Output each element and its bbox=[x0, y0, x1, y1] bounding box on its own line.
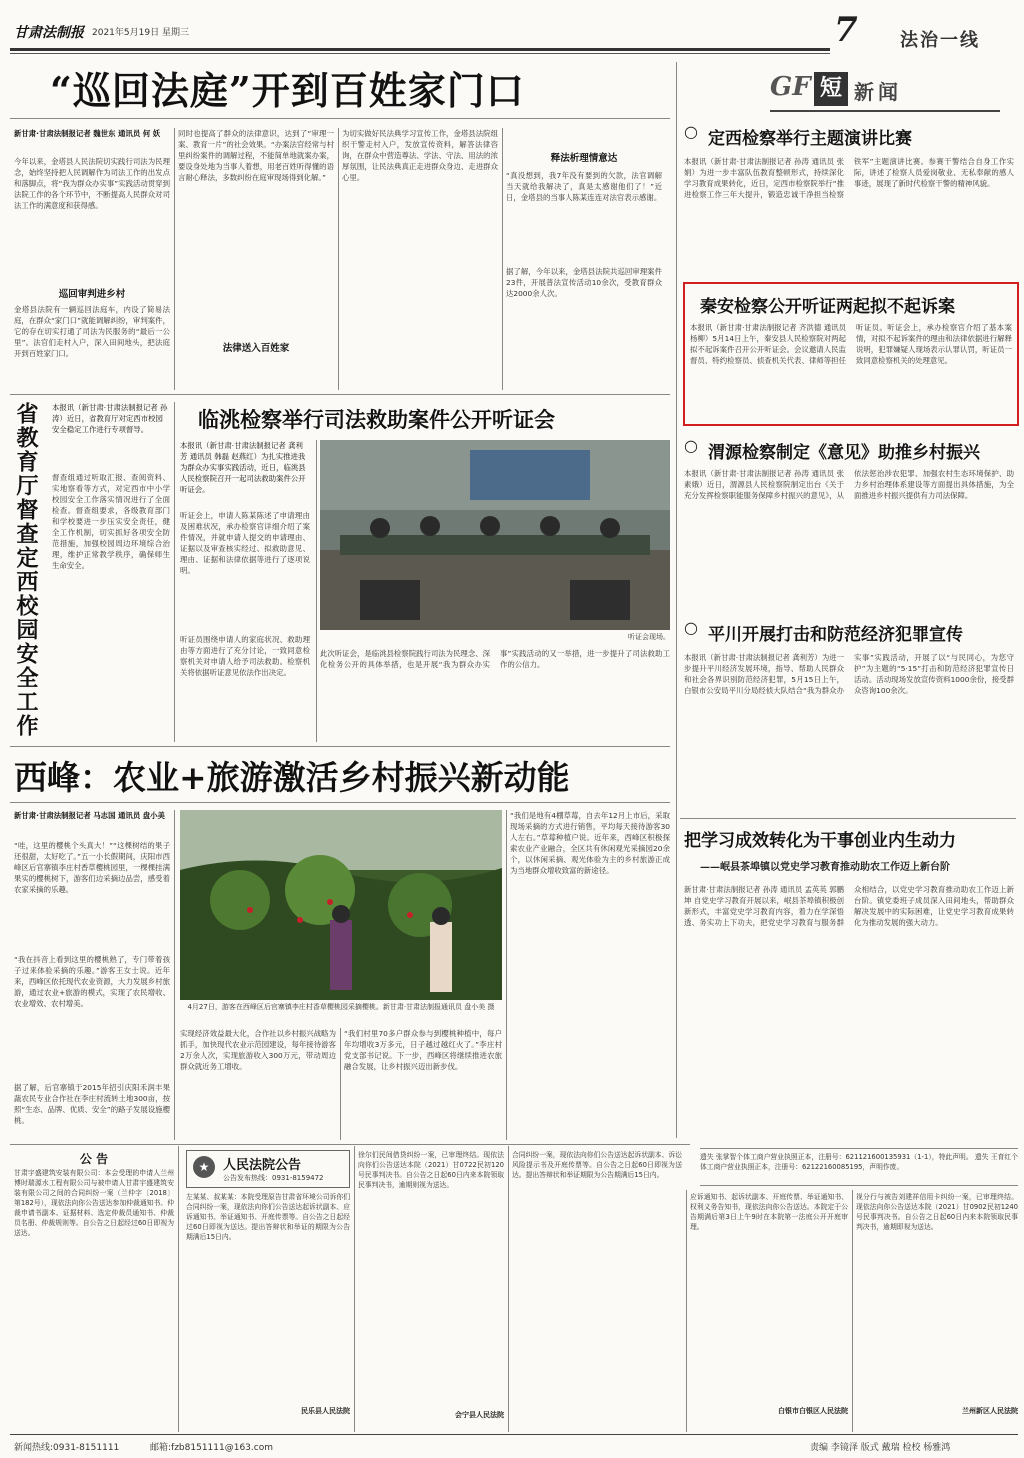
news1-title: 定西检察举行主题演讲比赛 bbox=[708, 129, 912, 149]
court-col-5: 视分行与被告刘建祥信用卡纠纷一案，已审理终结。现依法向你公告送达本院（2021）甘0902民初1240号民事判决书。自公告之日起60日内来本院领取民事判决书，逾期即视为送达。 bbox=[856, 1193, 1018, 1231]
main-col-divider-2 bbox=[338, 128, 339, 390]
news4-title: 平川开展打击和防范经济犯罪宣传 bbox=[708, 625, 963, 645]
footer-phone: 新闻热线:0931-8151111 bbox=[14, 1443, 120, 1453]
main-body-6: 据了解，今年以来，金塔县法院共巡回审理案件23件，开展普法宣传活动10余次，受教育群众达2000余人次。 bbox=[506, 267, 662, 298]
court-sign-3: 白银市白银区人民法院 bbox=[778, 1407, 848, 1415]
court-divider-2 bbox=[508, 1146, 509, 1432]
news4-bottom-rule bbox=[680, 818, 1016, 819]
xifeng-col-divider-3 bbox=[506, 810, 507, 1140]
main-article-title: “巡回法庭”开到百姓家门口 bbox=[50, 68, 525, 113]
header-rule bbox=[10, 48, 830, 51]
lintao-byline: 本报讯（新甘肃·甘肃法制报记者 龚利芳 通讯员 韩磊 赵燕红）为扎实推进我为群众办实事实践活动，近日，临洮县人民检察院召开一起司法救助案件公开听证会。 bbox=[180, 441, 306, 494]
education-body: 督查组通过听取汇报、查阅资料、实地察看等方式，对定西市中小学校园安全工作落实情况进行了全面检查。督查组要求，各级教育部门和学校要进一步压实安全责任，健全工作机制，切实抓好各项安全防范措施，加强校园周边环境综合治理，维护正常教学秩序，确保师生生命安全。 bbox=[52, 473, 170, 570]
logo-word-short: 短 bbox=[814, 72, 848, 106]
xifeng-byline: 新甘肃·甘肃法制报记者 马志国 通讯员 盘小美 bbox=[14, 811, 165, 820]
lintao-body-1: 听证会上，申请人陈某陈述了申请理由及困难状况，承办检察官详细介绍了案件情况，并就申请人提交的申请理由、证据以及审查核实经过、拟救助意见、理由、证据和法律依据等进行了逐项说明。 bbox=[180, 511, 310, 575]
news3-body: 本报讯（新甘肃·甘肃法制报记者 孙涛 通讯员 张素娥）近日，渭源县人民检察院制定出台《关于充分发挥检察职能服务保障乡村振兴的意见》，从依法惩治涉农犯罪、加强农村生态环境保护、助力乡村治理体系建设等方面提出具体措施，为全面推进乡村振兴提供有力司法保障。 bbox=[684, 469, 1014, 500]
xifeng-cherry-photo bbox=[180, 810, 502, 1000]
news1-bullet: ○ bbox=[684, 122, 698, 141]
lintao-col-divider bbox=[316, 440, 317, 742]
xifeng-body-5: “我们村里70多户群众参与到樱桃种植中，每户年均增收3万多元，日子越过越红火了。”李庄村党支部书记说。下一步，西峰区将继续推进农旅融合发展，让乡村振兴迈出新步伐。 bbox=[344, 1029, 502, 1071]
footer-editor: 责编 李镜泽 版式 戴瑞 检校 杨雅鸿 bbox=[810, 1443, 951, 1453]
lintao-photo-graphic bbox=[320, 440, 670, 630]
court-col-2: 徐尔们民间借贷纠纷一案，已审理终结。现依法向你们公告送达本院（2021）甘0722民初120号民事判决书。自公告之日起60日内来本院领取民事判决书，逾期则视为送达。 bbox=[358, 1151, 504, 1189]
main-subhead-3: 释法析理情意达 bbox=[550, 153, 618, 164]
news4-body: 本报讯（新甘肃·甘肃法制报记者 龚利芳）为进一步提升平川经济发展环境，指导、帮助人民群众和社会各界识别防范经济犯罪，5月15日上午，白银市公安局平川分局经侦大队结合“我为群众办实事”实践活动，开展了以“与民同心，为您守护”为主题的“5·15”打击和防范经济犯罪宣传日活动。活动现场发放宣传资料1000余份，接受群众咨询100余次。 bbox=[684, 653, 1014, 695]
xifeng-body-2: “我在抖音上看到这里的樱桃熟了，专门带着孩子过来体验采摘的乐趣。”游客王女士说。近年来，西峰区依托现代农业资源，大力发展乡村旅游，通过农业+旅游的模式，实现了农民增收、农业增效、农村增美。 bbox=[14, 955, 170, 1008]
right-column-divider bbox=[676, 62, 677, 1138]
court-notice-phone: 公告发布热线：0931-8159472 bbox=[223, 1174, 324, 1182]
main-col-divider-1 bbox=[174, 128, 175, 390]
page-number: 7 bbox=[834, 10, 858, 50]
lintao-photo-caption: 听证会现场。 bbox=[628, 633, 670, 641]
court-divider-4 bbox=[852, 1190, 853, 1432]
issue-weekday: 星期三 bbox=[162, 28, 190, 38]
main-body-2: 金塔县法院有一辆巡回法庭车，内设了简易法庭，在群众“家门口”就能调解纠纷，审判案件，它的存在切实打通了司法为民服务的“最后一公里”。法官们走村入户，深入田间地头，把法庭开到百姓家门口。 bbox=[14, 305, 170, 358]
xifeng-body-3: 据了解，后官寨镇于2015年招引庆阳禾润丰果蔬农民专业合作社在李庄村流转土地300亩，按照“生态、品牌、优质、安全”的路子发展设施樱桃。 bbox=[14, 1083, 170, 1125]
gonggao-divider bbox=[178, 1146, 179, 1432]
issue-date: 2021年5月19日 bbox=[92, 28, 160, 38]
logo-underline bbox=[770, 110, 1000, 112]
news5-title: 把学习成效转化为干事创业内生动力 bbox=[684, 831, 956, 851]
main-subhead-1: 巡回审判进乡村 bbox=[58, 289, 126, 300]
paper-name: 甘肃法制报 bbox=[14, 25, 84, 41]
short-news-logo bbox=[770, 68, 920, 114]
logo-word-news: 新闻 bbox=[854, 80, 902, 104]
main-col-divider-3 bbox=[502, 128, 503, 390]
court-sign-1: 民乐县人民法院 bbox=[301, 1407, 350, 1415]
education-byline: 本报讯（新甘肃·甘肃法制报记者 孙涛）近日，省教育厅对定西市校园安全稳定工作进行专项督导。 bbox=[52, 403, 168, 434]
lintao-hearing-photo bbox=[320, 440, 670, 630]
news1-body: 本报讯（新甘肃·甘肃法制报记者 孙涛 通讯员 张娟）为进一步丰富队伍教育整顿形式，持续深化学习教育成果转化，近日，定西市检察院举行“推进检察工作三年大提升，锻造忠诚干净担当检察铁军”主题演讲比赛。参赛干警结合自身工作实际，讲述了检察人员爱岗敬业、无私奉献的感人事迹，展现了新时代检察干警的精神风貌。 bbox=[684, 157, 1014, 199]
news4-bullet: ○ bbox=[684, 618, 698, 637]
court-col-3: 合同纠纷一案，现依法向你们公告送达起诉状副本、诉讼风险提示书及开庭传票等。自公告之日起60日即视为送达。提出答辩状和举证期限为公告期满后15日内。 bbox=[512, 1151, 682, 1179]
notices-top-rule bbox=[10, 1144, 690, 1145]
xifeng-body-6: “我们是地有4棚草莓，自去年12月上市后，采取现场采摘的方式进行销售，平均每天接待游客30人左右。”草莓种植户说。近年来，西峰区积极探索农业产业融合，全区共有休闲观光采摘园20余个，以休闲采摘、观光体验为主的乡村旅游正成为当地群众增收致富的新途径。 bbox=[510, 811, 670, 875]
education-title: 省教育厅督查定西校园安全工作 bbox=[13, 402, 39, 738]
page-header bbox=[0, 0, 1024, 58]
xifeng-title: 西峰：农业+旅游激活乡村振兴新动能 bbox=[14, 758, 570, 797]
xifeng-col-divider bbox=[174, 810, 175, 1140]
section-name: 法治一线 bbox=[900, 30, 980, 51]
court-divider-1 bbox=[354, 1146, 355, 1432]
footer-rule bbox=[10, 1434, 1018, 1435]
xifeng-photo-caption: 4月27日，游客在西峰区后官寨镇李庄村香草樱桃园采摘樱桃。新甘肃·甘肃法制报通讯员 盘小美 摄 bbox=[187, 1003, 495, 1011]
lost-notice: 遗失 张掌智个体工商户营业执照正本，注册号：621121600135931（1-1），特此声明。 遗失 王育红个体工商户营业执照正本，注册号：62122160085195，声明作废。 bbox=[700, 1148, 1018, 1186]
main-bottom-rule bbox=[10, 394, 670, 395]
main-body-1: 今年以来，金塔县人民法院切实践行司法为民理念，始终坚持把人民调解作为司法工作的出发点和落脚点，将“我为群众办实事”实践活动贯穿到法院工作的各个环节中，不断提高人民群众对司法工作的满意度和获得感。 bbox=[14, 157, 170, 210]
main-body-4: 为切实做好民法典学习宣传工作，金塔县法院组织干警走村入户，发放宣传资料，解答法律咨询，在群众中营造尊法、学法、守法、用法的浓厚氛围，让民法典真正走进群众身边、走进群众心里。 bbox=[342, 129, 498, 182]
court-col-4: 应诉通知书、起诉状副本、开庭传票、举证通知书、权利义务告知书，现依法向你公告送达。本院定于公告期满后第3日上午9时在本院第一法庭公开开庭审理。 bbox=[690, 1193, 848, 1231]
lintao-bottom-rule bbox=[10, 746, 670, 747]
xifeng-title-rule bbox=[10, 802, 670, 803]
xifeng-photo-graphic bbox=[180, 810, 502, 1000]
education-divider bbox=[174, 402, 175, 742]
gonggao-title: 公 告 bbox=[79, 1152, 109, 1166]
main-body-3: 同时也提高了群众的法律意识，达到了“审理一案、教育一片”的社会效果。“办案法官经常与村里纠纷案件的调解过程，不能简单地就案办案，要设身处地为当事人着想，用老百姓听得懂的语言耐心释法，多数纠纷在庭审现场得到化解。” bbox=[178, 129, 334, 182]
lintao-body-3: 此次听证会，是临洮县检察院践行司法为民理念、深化检务公开的具体举措，也是开展“我为群众办实事”实践活动的又一举措，进一步提升了司法救助工作的公信力。 bbox=[320, 649, 670, 669]
court-divider-3 bbox=[686, 1190, 687, 1432]
lintao-body-2: 听证员围绕申请人的家庭状况、救助理由等方面进行了充分讨论，一致同意检察机关对申请人给予司法救助。检察机关将依据听证意见依法作出决定。 bbox=[180, 635, 310, 677]
news5-subtitle: ——岷县茶埠镇以党史学习教育推动助农工作迈上新台阶 bbox=[700, 862, 950, 873]
news5-body: 新甘肃·甘肃法制报记者 孙涛 通讯员 孟英英 郭鹏坤 自党史学习教育开展以来，岷县茶埠镇积极创新形式，丰富党史学习教育内容，着力在学深悟透、务实功上下功夫，把党史学习教育与服务群众相结合，以党史学习教育推动助农工作迈上新台阶。镇党委班子成员深入田间地头，帮助群众解决发展中的实际困难，让党史学习教育成果转化为推动发展的强大动力。 bbox=[684, 885, 1014, 927]
logo-letters: GF bbox=[770, 72, 811, 102]
court-sign-2: 会宁县人民法院 bbox=[455, 1411, 504, 1419]
xifeng-body-4: 实现经济效益最大化，合作社以乡村振兴战略为抓手，加快现代农业示范园建设，每年接待游客2万余人次，实现旅游收入300万元，带动周边群众就近务工增收。 bbox=[180, 1029, 336, 1071]
header-rule-thin bbox=[10, 53, 830, 54]
lintao-title: 临洮检察举行司法救助案件公开听证会 bbox=[198, 407, 555, 432]
news2-title: 秦安检察公开听证两起拟不起诉案 bbox=[700, 297, 955, 317]
court-notice-title: 人民法院公告 bbox=[223, 1158, 302, 1173]
xifeng-body-1: “哇，这里的樱桃个头真大！”“这棵树结的果子还很甜，太好吃了。”五一小长假期间，庆阳市西峰区后官寨镇李庄村香草樱桃园里，一棵棵挂满果实的樱桃树下，游客们边采摘边品尝，感受着农家采摘的乐趣。 bbox=[14, 841, 170, 894]
court-sign-4: 兰州新区人民法院 bbox=[962, 1407, 1018, 1415]
gonggao-body: 甘肃宇盛建筑安装有限公司：本会受理的申请人兰州博时瑞源水工程有限公司与被申请人甘肃宇盛建筑安装有限公司之间的合同纠纷一案（兰仲字〔2018〕第182号），现依法向你公告送达参加仲裁通知书、仲裁申请书副本、证据材料、选定仲裁员通知书、仲裁员名册、仲裁规则等。自公告之日起经过60日即视为送达。 bbox=[14, 1169, 174, 1237]
xifeng-col-divider-2 bbox=[340, 1028, 341, 1140]
main-title-rule bbox=[10, 118, 670, 119]
court-emblem-icon: ★ bbox=[193, 1156, 215, 1178]
main-body-5: “真没想到，我7年没有要到的欠款，法官调解当天就给我解决了，真是太感谢他们了！”近日，金塔县的当事人陈某连连对法官表示感谢。 bbox=[506, 171, 662, 202]
main-byline: 新甘肃·甘肃法制报记者 魏世东 通讯员 何 妖 bbox=[14, 129, 161, 138]
court-notice-header bbox=[186, 1150, 350, 1188]
news3-title: 渭源检察制定《意见》助推乡村振兴 bbox=[708, 443, 980, 463]
court-col-1: 左某某、叔某某：本院受理原告甘肃省环境公司诉你们合同纠纷一案，现依法向你们公告送达起诉状副本、应诉通知书、举证通知书、开庭传票等。自公告之日起经过60日即视为送达。提出答辩状和举证的期限为公告期满后15日内。 bbox=[186, 1193, 350, 1241]
news3-bullet: ○ bbox=[684, 436, 698, 455]
news2-body: 本报讯（新甘肃·甘肃法制报记者 齐洪德 通讯员 杨柳）5月14日上午，秦安县人民检察院对两起拟不起诉案件召开公开听证会。会议邀请人民监督员、特约检察员、侦查机关代表、律师等担任听证员。听证会上，承办检察官介绍了基本案情，对拟不起诉案件的理由和法律依据进行解释说明，犯罪嫌疑人现场表示认罪认罚，听证员一致同意检察机关的处理意见。 bbox=[690, 323, 1012, 365]
footer-email: 邮箱:fzb8151111@163.com bbox=[150, 1443, 273, 1453]
main-subhead-2: 法律送入百姓家 bbox=[222, 343, 290, 354]
